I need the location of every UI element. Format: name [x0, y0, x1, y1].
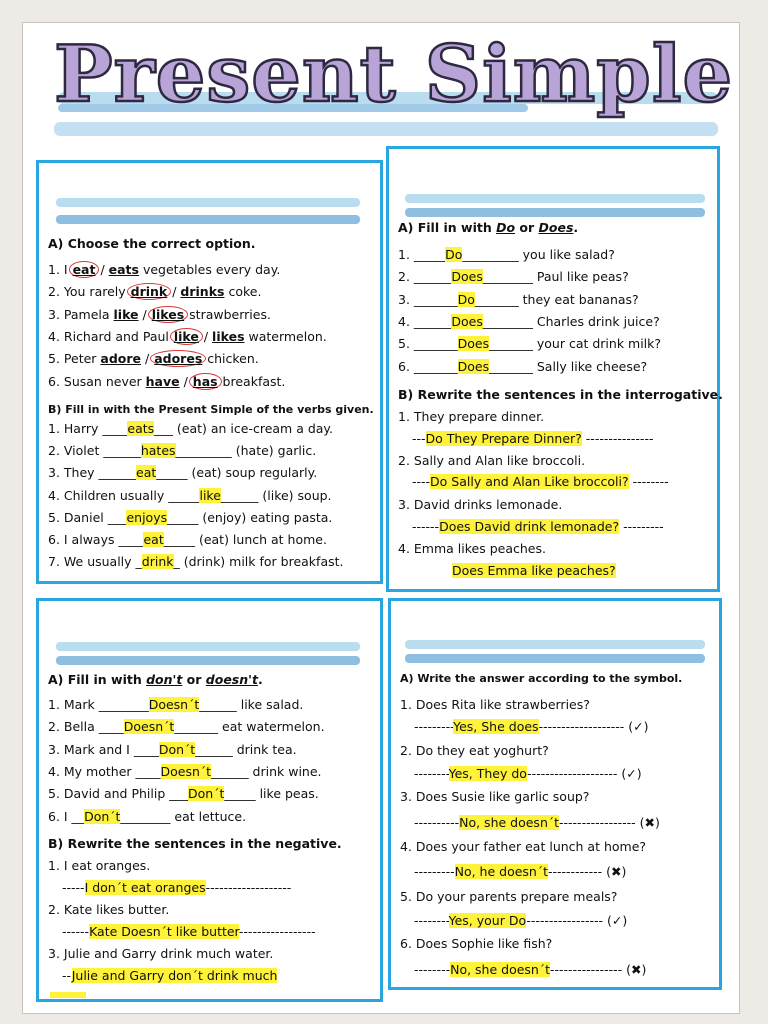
prompt-text: 5. Daniel ___: [48, 509, 127, 525]
prompt-text: ___ (eat) an ice-cream a day.: [154, 421, 334, 436]
box-stripe: [56, 642, 360, 651]
answer-line: [414, 913, 627, 929]
cross-icon: ✖: [610, 864, 622, 879]
question-text: [48, 946, 273, 962]
heading-word-does: Does: [538, 220, 574, 235]
page-title: Present Simple: [54, 29, 734, 120]
question: 2. Sally and Alan like broccoli.: [398, 453, 586, 468]
option-a: have: [145, 373, 180, 389]
answer-highlight: like: [199, 487, 221, 503]
item-text: breakfast.: [218, 373, 286, 389]
answer-highlight: Don´t: [84, 808, 121, 824]
box-stripe: [56, 198, 360, 207]
answer-highlight: Do: [445, 247, 463, 262]
prompt-text: _____ (enjoy) eating pasta.: [167, 509, 333, 525]
prompt-text: 1. Mark ________: [48, 697, 149, 712]
item-number: 1.: [48, 262, 64, 277]
option-b: has: [189, 373, 222, 390]
answer-line: [414, 815, 660, 831]
option-separator: /: [179, 373, 192, 389]
item-text: coke.: [224, 284, 262, 300]
question-text: [400, 839, 646, 855]
prompt-text: 7. We usually _: [48, 554, 142, 570]
prompt-text: -----------------: [238, 924, 316, 939]
answer-line: [412, 431, 653, 447]
fill-item: [48, 809, 246, 825]
prompt-text: ): [655, 815, 660, 830]
prompt-text: _____ (eat) lunch at home.: [163, 532, 327, 547]
heading-text: A) Fill in with: [398, 220, 497, 235]
answer-highlight: eat: [143, 532, 164, 547]
prompt-text: 3. Mark and I ____: [48, 741, 159, 757]
box-stripe: [405, 654, 705, 663]
question-text: [400, 743, 549, 759]
prompt-text: --: [62, 968, 72, 983]
answer-line: [414, 719, 649, 735]
item-text: Susan never: [63, 373, 146, 389]
answer-highlight: eat: [136, 465, 157, 481]
fill-item: [48, 488, 332, 504]
prompt-text: _ (drink) milk for breakfast.: [173, 554, 344, 570]
heading-text: or: [515, 220, 539, 235]
option-b: likes: [148, 306, 188, 323]
question: 5. Do your parents prepare meals?: [400, 889, 618, 904]
answer-line: [414, 766, 642, 782]
question: 2. Kate likes butter.: [48, 902, 170, 917]
prompt-text: ------: [62, 924, 90, 939]
cross-icon: ✖: [631, 962, 642, 977]
prompt-text: -------------------- (: [527, 766, 627, 781]
heading-word-do: Do: [496, 220, 516, 235]
item-number: 3.: [48, 306, 64, 322]
prompt-text: --------: [414, 913, 449, 928]
fill-item: [398, 314, 660, 330]
fill-item: [48, 532, 327, 548]
heading-text: A) Fill in with: [48, 672, 147, 687]
answer-highlight: Don´t: [188, 786, 225, 802]
question-text: [48, 858, 150, 874]
heading-word-doesnt: doesn't: [205, 672, 258, 687]
prompt-text: ----------------- (: [526, 913, 612, 928]
prompt-text: 2. Violet ______: [48, 443, 141, 459]
section-heading: B) Fill in with the Present Simple of the verbs given.: [48, 403, 374, 416]
answer-highlight: Does: [451, 313, 483, 329]
question: 2. Do they eat yoghurt?: [400, 743, 549, 758]
answer-highlight: Does: [457, 358, 490, 374]
answer-highlight: No, she doesn´t: [450, 962, 550, 977]
answer-highlight: Does Emma like peaches?: [452, 563, 616, 578]
option-separator: /: [168, 284, 181, 300]
highlight-fragment: [50, 992, 86, 998]
prompt-text: ----------------- (: [559, 815, 645, 830]
prompt-text: ______ (like) soup.: [220, 487, 332, 503]
prompt-text: ______ like salad.: [199, 697, 304, 712]
option-b: likes: [212, 328, 245, 344]
fill-item: [398, 247, 615, 263]
item-text: watermelon.: [244, 328, 327, 344]
section-heading: A) Write the answer according to the symbol.: [400, 672, 683, 685]
answer-highlight: enjoys: [126, 509, 168, 525]
fill-item: [398, 292, 639, 308]
choice-item: [48, 262, 280, 278]
prompt-text: ________ Charles drink juice?: [482, 313, 660, 329]
question: 1. I eat oranges.: [48, 858, 151, 873]
option-separator: /: [141, 351, 154, 367]
question-text: [398, 453, 585, 469]
question-text: [48, 902, 169, 918]
box-stripe: [56, 215, 360, 224]
fill-item: [48, 719, 325, 735]
section-heading: [48, 672, 263, 688]
answer-highlight: No, she doesn´t: [459, 815, 560, 830]
fill-item: [48, 554, 344, 570]
item-text: Peter: [63, 351, 101, 367]
answer-highlight: Doesn´t: [160, 763, 212, 779]
heading-word-dont: don't: [146, 672, 183, 687]
prompt-text: ): [621, 864, 627, 879]
answer-highlight: drink: [141, 554, 174, 570]
answer-highlight: Do Sally and Alan Like broccoli?: [430, 474, 629, 489]
option-separator: /: [199, 328, 213, 344]
prompt-text: ______ drink tea.: [195, 741, 297, 757]
item-text: You rarely: [63, 284, 130, 300]
question: 3. Does Susie like garlic soup?: [400, 789, 590, 804]
answer-highlight: Doesn´t: [123, 719, 175, 735]
prompt-text: 1. _____: [398, 247, 446, 262]
check-icon: ✓: [633, 719, 644, 734]
prompt-text: ______ drink wine.: [211, 763, 322, 779]
answer-highlight: Do: [457, 291, 475, 307]
check-icon: ✓: [611, 913, 623, 928]
fill-item: [48, 742, 297, 758]
prompt-text: 6. _______: [398, 358, 458, 374]
answer-highlight: Does: [457, 336, 490, 352]
prompt-text: ---------: [619, 519, 664, 534]
item-number: 4.: [48, 328, 64, 344]
heading-text: or: [182, 672, 206, 687]
prompt-text: ---: [412, 431, 426, 446]
question: 3. David drinks lemonade.: [398, 497, 563, 512]
box-stripe: [56, 656, 360, 665]
fill-item: [48, 421, 333, 437]
question-text: [400, 697, 590, 713]
option-b: drinks: [180, 284, 225, 300]
heading-text: .: [257, 672, 263, 687]
fill-item: [48, 786, 319, 802]
question-text: [398, 409, 544, 425]
prompt-text: _________ (hate) garlic.: [175, 443, 317, 459]
prompt-text: 5. _______: [398, 336, 458, 352]
question: 3. Julie and Garry drink much water.: [48, 946, 274, 961]
item-text: strawberries.: [185, 306, 271, 322]
fill-item: [48, 510, 332, 526]
question-text: [400, 789, 589, 805]
prompt-text: ________ eat lettuce.: [120, 808, 247, 824]
box-stripe: [405, 194, 705, 203]
answer-line: [412, 474, 669, 490]
item-number: 6.: [48, 373, 64, 389]
fill-item: [398, 359, 647, 375]
prompt-text: -------------------: [205, 880, 292, 895]
prompt-text: ----------: [414, 815, 460, 830]
check-icon: ✓: [626, 766, 637, 781]
prompt-text: 4. Children usually _____: [48, 487, 200, 503]
item-text: I: [63, 262, 72, 277]
prompt-text: -----: [62, 880, 85, 895]
prompt-text: ): [643, 719, 649, 734]
prompt-text: ): [622, 913, 628, 928]
option-a: like: [113, 306, 139, 322]
prompt-text: ----: [412, 474, 431, 489]
prompt-text: ------------ (: [548, 864, 611, 879]
prompt-text: ------: [412, 519, 440, 534]
choice-item: [48, 329, 327, 345]
prompt-text: ------------------- (: [538, 719, 634, 734]
prompt-text: 6. I always ____: [48, 532, 144, 547]
fill-item: [48, 697, 303, 713]
fill-item: [398, 269, 629, 285]
prompt-text: --------: [414, 962, 451, 977]
answer-highlight: Julie and Garry don´t drink much: [71, 968, 278, 983]
answer-highlight: Does David drink lemonade?: [439, 519, 620, 534]
section-heading: B) Rewrite the sentences in the interrogative.: [398, 387, 723, 402]
option-separator: /: [96, 262, 109, 277]
choice-item: [48, 284, 261, 300]
option-b: adores: [150, 350, 206, 367]
answer-line: [412, 519, 664, 535]
prompt-text: ---------: [414, 864, 455, 879]
choice-item: [48, 307, 271, 323]
prompt-text: _______ Sally like cheese?: [489, 358, 648, 374]
prompt-text: 5. David and Philip ___: [48, 786, 188, 802]
answer-highlight: Yes, She does: [453, 719, 539, 734]
cross-icon: ✖: [644, 815, 656, 830]
option-a: like: [170, 328, 203, 345]
question-text: [398, 541, 546, 557]
prompt-text: _____ like peas.: [224, 786, 319, 802]
item-number: 5.: [48, 351, 64, 367]
prompt-text: 3. They ______: [48, 465, 137, 481]
answer-highlight: I don´t eat oranges: [84, 880, 206, 895]
item-text: chicken.: [203, 351, 259, 367]
answer-line: [414, 962, 646, 978]
prompt-text: _________ you like salad?: [462, 247, 615, 262]
answer-highlight: Does: [451, 269, 483, 285]
prompt-text: _____ (eat) soup regularly.: [156, 465, 318, 481]
question: 1. Does Rita like strawberries?: [400, 697, 590, 712]
answer-highlight: Kate Doesn´t like butter: [89, 924, 239, 939]
question-text: [400, 936, 552, 952]
prompt-text: 4. My mother ____: [48, 763, 161, 779]
prompt-text: ---------------: [581, 431, 654, 446]
choice-item: [48, 374, 285, 390]
answer-highlight: hates: [140, 443, 176, 459]
question-text: [400, 889, 617, 905]
answer-highlight: Yes, They do: [448, 766, 528, 781]
prompt-text: 1. Harry ____: [48, 421, 128, 436]
answer-highlight: Do They Prepare Dinner?: [425, 431, 582, 446]
item-text: vegetables every day.: [138, 262, 281, 277]
prompt-text: 2. Bella ____: [48, 719, 124, 735]
fill-item: [398, 336, 661, 352]
item-number: 2.: [48, 284, 64, 300]
fill-item: [48, 443, 316, 459]
box-stripe: [405, 640, 705, 649]
prompt-text: --------: [414, 766, 449, 781]
option-a: eat: [69, 261, 100, 278]
item-text: Pamela: [63, 306, 114, 322]
section-heading: B) Rewrite the sentences in the negative.: [48, 836, 342, 851]
title-stripe: [54, 122, 718, 136]
prompt-text: --------: [628, 474, 669, 489]
answer-line: [452, 563, 616, 579]
prompt-text: ): [636, 766, 642, 781]
prompt-text: _______ eat watermelon.: [174, 719, 325, 735]
answer-line: [62, 880, 291, 896]
heading-text: .: [573, 220, 579, 235]
prompt-text: _______ your cat drink milk?: [489, 336, 662, 352]
answer-highlight: Don´t: [158, 741, 196, 757]
answer-highlight: eats: [127, 421, 155, 436]
answer-highlight: Doesn´t: [148, 697, 200, 712]
question: 6. Does Sophie like fish?: [400, 936, 553, 951]
option-a: drink: [127, 283, 172, 300]
section-heading: [398, 220, 578, 236]
option-a: adore: [100, 351, 142, 367]
section-heading: A) Choose the correct option.: [48, 236, 256, 251]
box-stripe: [405, 208, 705, 217]
answer-line: [62, 924, 316, 940]
prompt-text: 4. ______: [398, 313, 452, 329]
answer-highlight: Yes, your Do: [448, 913, 527, 928]
prompt-text: 3. _______: [398, 291, 458, 307]
answer-highlight: No, he doesn´t: [454, 864, 548, 879]
prompt-text: ): [641, 962, 647, 977]
fill-item: [48, 465, 317, 481]
prompt-text: 6. I __: [48, 808, 85, 824]
prompt-text: ---------------- (: [550, 962, 632, 977]
answer-line: [62, 968, 277, 984]
question-text: [398, 497, 562, 513]
question: 4. Does your father eat lunch at home?: [400, 839, 647, 854]
option-separator: /: [138, 306, 151, 322]
prompt-text: ________ Paul like peas?: [482, 269, 629, 285]
choice-item: [48, 351, 259, 367]
option-b: eats: [108, 262, 139, 277]
item-text: Richard and Paul: [63, 328, 173, 344]
prompt-text: ---------: [414, 719, 454, 734]
fill-item: [48, 764, 322, 780]
answer-line: [414, 864, 626, 880]
question: 4. Emma likes peaches.: [398, 541, 546, 556]
prompt-text: _______ they eat bananas?: [474, 291, 639, 307]
prompt-text: 2. ______: [398, 269, 452, 285]
question: 1. They prepare dinner.: [398, 409, 545, 424]
